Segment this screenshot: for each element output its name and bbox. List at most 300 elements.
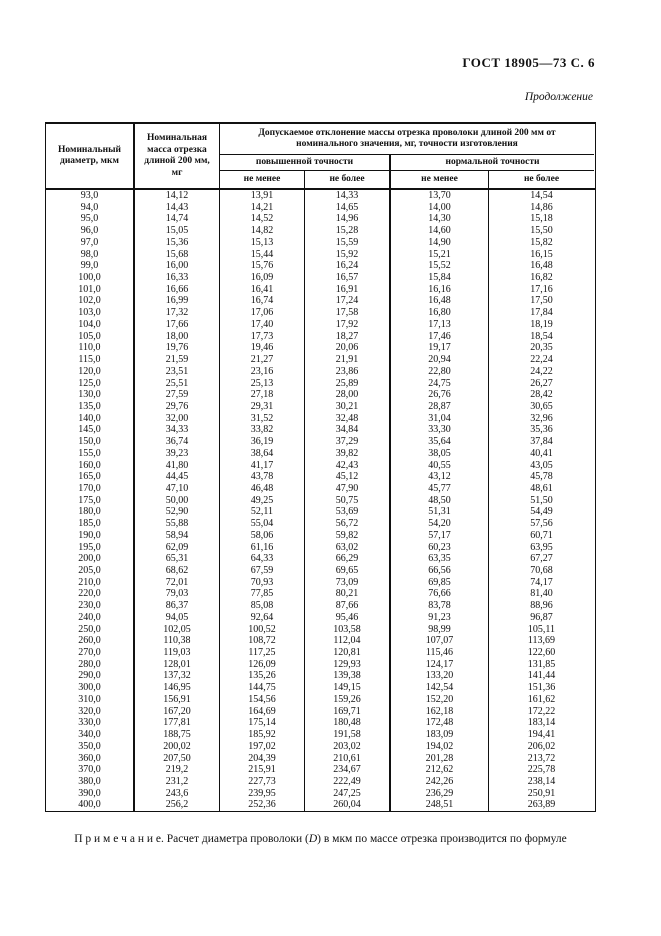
table-cell: 150,0 [46, 436, 135, 448]
table-cell: 32,48 [305, 413, 391, 425]
table-cell: 195,0 [46, 542, 135, 554]
table-cell: 13,70 [391, 190, 489, 202]
table-cell: 139,38 [305, 670, 391, 682]
table-cell: 36,74 [135, 436, 220, 448]
table-cell: 102,05 [135, 624, 220, 636]
table-cell: 14,30 [391, 213, 489, 225]
table-cell: 149,15 [305, 682, 391, 694]
table-cell: 145,0 [46, 424, 135, 436]
table-row [46, 717, 595, 729]
table-cell: 15,92 [305, 249, 391, 261]
table-cell: 16,74 [220, 295, 305, 307]
header-nominal-diameter: Номинальный диаметр, мкм [46, 124, 135, 188]
table-row [46, 706, 595, 718]
table-row [46, 624, 595, 636]
table-row [46, 659, 595, 671]
table-cell: 17,32 [135, 307, 220, 319]
table-cell: 290,0 [46, 670, 135, 682]
table-row [46, 518, 595, 530]
table-cell: 34,84 [305, 424, 391, 436]
table-cell: 310,0 [46, 694, 135, 706]
table-cell: 156,91 [135, 694, 220, 706]
table-row [46, 799, 595, 811]
table-cell: 63,02 [305, 542, 391, 554]
table-row [46, 295, 595, 307]
table-row [46, 401, 595, 413]
table-row [46, 202, 595, 214]
table-cell: 31,52 [220, 413, 305, 425]
table-row [46, 249, 595, 261]
table-cell: 35,36 [530, 424, 553, 436]
table-cell: 19,76 [135, 342, 220, 354]
table-cell: 27,18 [220, 389, 305, 401]
table-cell: 67,27 [530, 553, 553, 565]
table-cell: 96,0 [46, 225, 135, 237]
table-cell: 17,16 [530, 283, 553, 295]
table-cell: 146,95 [135, 682, 220, 694]
table-cell: 98,0 [46, 249, 135, 261]
table-cell: 92,64 [220, 612, 305, 624]
header-nominal-mass: Номинальная масса отрезка длиной 200 мм, мг [135, 124, 220, 188]
table-cell: 16,80 [391, 307, 489, 319]
table-cell: 105,0 [46, 331, 135, 343]
table-cell: 250,91 [527, 787, 556, 799]
table-cell: 197,02 [220, 741, 305, 753]
table-row [46, 284, 595, 296]
table-row [46, 741, 595, 753]
footnote-text-before: Расчет диаметра проволоки ( [163, 833, 309, 845]
table-cell: 62,09 [135, 542, 220, 554]
table-cell: 43,12 [391, 471, 489, 483]
table-cell: 17,84 [530, 307, 553, 319]
table-cell: 115,46 [391, 647, 489, 659]
table-row [46, 272, 595, 284]
table-row [46, 331, 595, 343]
table-cell: 239,95 [220, 788, 305, 800]
table-cell: 59,82 [305, 530, 391, 542]
table-cell: 14,54 [530, 190, 553, 201]
table-cell: 250,0 [46, 624, 135, 636]
table-cell: 37,29 [305, 436, 391, 448]
table-cell: 200,02 [135, 741, 220, 753]
table-cell: 177,81 [135, 717, 220, 729]
table-row [46, 448, 595, 460]
table-cell: 17,66 [135, 319, 220, 331]
table-cell: 113,69 [527, 635, 556, 647]
table-cell: 183,09 [391, 729, 489, 741]
table-cell: 20,06 [305, 342, 391, 354]
footnote-variable: D [308, 833, 318, 845]
table-cell: 14,00 [391, 202, 489, 214]
table-cell: 14,60 [391, 225, 489, 237]
table-cell: 370,0 [46, 764, 135, 776]
table-cell: 37,84 [530, 436, 553, 448]
table-row [46, 366, 595, 378]
table-cell: 17,50 [530, 295, 553, 307]
table-cell: 45,77 [391, 483, 489, 495]
table-cell: 14,21 [220, 202, 305, 214]
table-cell: 50,00 [135, 495, 220, 507]
table-cell: 125,0 [46, 378, 135, 390]
table-cell: 194,02 [391, 741, 489, 753]
table-row [46, 530, 595, 542]
table-cell: 131,85 [527, 658, 556, 670]
table-cell: 101,0 [46, 284, 135, 296]
table-cell: 24,75 [391, 378, 489, 390]
table-cell: 133,20 [391, 670, 489, 682]
table-cell: 23,16 [220, 366, 305, 378]
table-cell: 51,50 [530, 494, 553, 506]
header-high-max: не более [305, 171, 391, 188]
table-cell: 17,06 [220, 307, 305, 319]
table-cell: 220,0 [46, 588, 135, 600]
table-cell: 30,65 [530, 400, 553, 412]
table-cell: 129,93 [305, 659, 391, 671]
table-cell: 15,36 [135, 237, 220, 249]
table-cell: 17,92 [305, 319, 391, 331]
table-cell: 55,88 [135, 518, 220, 530]
table-cell: 104,0 [46, 319, 135, 331]
table-cell: 15,44 [220, 249, 305, 261]
table-cell: 190,0 [46, 530, 135, 542]
table-cell: 230,0 [46, 600, 135, 612]
table-cell: 38,64 [220, 448, 305, 460]
table-row [46, 753, 595, 765]
table-cell: 16,91 [305, 284, 391, 296]
table-cell: 170,0 [46, 483, 135, 495]
table-cell: 15,68 [135, 249, 220, 261]
table-cell: 25,89 [305, 378, 391, 390]
table-cell: 183,14 [527, 717, 556, 729]
table-cell: 91,23 [391, 612, 489, 624]
table-cell: 169,71 [305, 706, 391, 718]
table-cell: 140,0 [46, 413, 135, 425]
table-cell: 240,0 [46, 612, 135, 624]
table-cell: 52,90 [135, 506, 220, 518]
table-cell: 45,12 [305, 471, 391, 483]
table-cell: 210,0 [46, 577, 135, 589]
table-cell: 210,61 [305, 753, 391, 765]
table-cell: 64,33 [220, 553, 305, 565]
table-row [46, 354, 595, 366]
table-cell: 88,96 [530, 600, 553, 612]
table-cell: 44,45 [135, 471, 220, 483]
table-cell: 74,17 [530, 576, 553, 588]
table-cell: 14,43 [135, 202, 220, 214]
table-cell: 97,0 [46, 237, 135, 249]
table-cell: 23,86 [305, 366, 391, 378]
table-cell: 14,65 [305, 202, 391, 214]
table-cell: 330,0 [46, 717, 135, 729]
table-cell: 25,51 [135, 378, 220, 390]
table-cell: 86,37 [135, 600, 220, 612]
table-cell: 270,0 [46, 647, 135, 659]
table-row [46, 670, 595, 682]
table-cell: 17,40 [220, 319, 305, 331]
table-cell: 102,0 [46, 295, 135, 307]
table-row [46, 565, 595, 577]
header-normal-accuracy: нормальной точности [391, 155, 594, 171]
table-cell: 39,82 [305, 448, 391, 460]
table-cell: 56,72 [305, 518, 391, 530]
table-cell: 79,03 [135, 588, 220, 600]
table-cell: 40,41 [530, 447, 553, 459]
table-cell: 204,39 [220, 753, 305, 765]
table-cell: 18,00 [135, 331, 220, 343]
table-cell: 29,76 [135, 401, 220, 413]
table-row [46, 577, 595, 589]
table-cell: 154,56 [220, 694, 305, 706]
table-row [46, 764, 595, 776]
table-cell: 18,54 [530, 330, 553, 342]
table-cell: 180,48 [305, 717, 391, 729]
table-cell: 142,54 [391, 682, 489, 694]
table-row [46, 460, 595, 472]
header-deviation-group [220, 124, 594, 188]
table-cell: 96,87 [530, 611, 553, 623]
table-cell: 108,72 [220, 635, 305, 647]
table-cell: 128,01 [135, 659, 220, 671]
table-cell: 194,41 [527, 729, 556, 741]
table-cell: 33,30 [391, 424, 489, 436]
table-cell: 120,0 [46, 366, 135, 378]
table-cell: 300,0 [46, 682, 135, 694]
table-cell: 320,0 [46, 706, 135, 718]
table-cell: 16,33 [135, 272, 220, 284]
table-cell: 20,94 [391, 354, 489, 366]
table-cell: 16,15 [530, 248, 553, 260]
table-cell: 53,69 [305, 506, 391, 518]
table-cell: 15,05 [135, 225, 220, 237]
table-cell: 47,90 [305, 483, 391, 495]
table-row [46, 495, 595, 507]
table-body [46, 190, 595, 811]
table-cell: 100,52 [220, 624, 305, 636]
table-header [46, 122, 595, 190]
table-row [46, 237, 595, 249]
table-cell: 212,62 [391, 764, 489, 776]
table-row [46, 342, 595, 354]
table-cell: 70,68 [530, 565, 553, 576]
table-cell: 94,05 [135, 612, 220, 624]
table-cell: 41,17 [220, 460, 305, 472]
table-cell: 263,89 [527, 799, 556, 811]
table-cell: 247,25 [305, 788, 391, 800]
table-cell: 57,56 [530, 518, 553, 530]
table-cell: 58,94 [135, 530, 220, 542]
table-cell: 22,24 [530, 354, 553, 366]
table-cell: 55,04 [220, 518, 305, 530]
table-cell: 400,0 [46, 799, 135, 811]
table-cell: 105,11 [527, 623, 556, 635]
table-cell: 23,51 [135, 366, 220, 378]
table-cell: 112,04 [305, 635, 391, 647]
header-high-min: не менее [220, 171, 305, 188]
table-cell: 191,58 [305, 729, 391, 741]
table-cell: 33,82 [220, 424, 305, 436]
table-cell: 130,0 [46, 389, 135, 401]
table-cell: 14,12 [135, 190, 220, 202]
table-cell: 17,46 [391, 331, 489, 343]
table-cell: 16,48 [530, 260, 553, 272]
table-cell: 16,24 [305, 260, 391, 272]
table-cell: 19,17 [391, 342, 489, 354]
table-cell: 172,22 [527, 705, 556, 717]
tolerance-table [45, 122, 596, 812]
table-cell: 205,0 [46, 565, 135, 577]
table-row [46, 483, 595, 495]
table-cell: 14,82 [220, 225, 305, 237]
table-cell: 66,56 [391, 565, 489, 577]
table-cell: 24,22 [530, 365, 553, 377]
table-cell: 119,03 [135, 647, 220, 659]
table-cell: 43,05 [530, 459, 553, 471]
header-accuracy-groups [220, 155, 594, 171]
table-cell: 225,78 [527, 764, 556, 776]
table-cell: 43,78 [220, 471, 305, 483]
table-row [46, 588, 595, 600]
table-cell: 203,02 [305, 741, 391, 753]
table-cell: 73,09 [305, 577, 391, 589]
table-cell: 231,2 [135, 776, 220, 788]
table-cell: 26,76 [391, 389, 489, 401]
table-cell: 60,71 [530, 529, 553, 541]
table-cell: 15,13 [220, 237, 305, 249]
table-cell: 52,11 [220, 506, 305, 518]
table-cell: 40,55 [391, 460, 489, 472]
table-cell: 46,48 [220, 483, 305, 495]
table-cell: 15,84 [391, 272, 489, 284]
table-cell: 50,75 [305, 495, 391, 507]
table-cell: 165,0 [46, 471, 135, 483]
table-row [46, 635, 595, 647]
table-row [46, 729, 595, 741]
table-cell: 340,0 [46, 729, 135, 741]
table-row [46, 260, 595, 272]
table-cell: 77,85 [220, 588, 305, 600]
table-cell: 124,17 [391, 659, 489, 671]
table-cell: 36,19 [220, 436, 305, 448]
header-normal-max: не более [523, 173, 560, 184]
table-cell: 236,29 [391, 788, 489, 800]
table-cell: 390,0 [46, 788, 135, 800]
table-cell: 66,29 [305, 553, 391, 565]
table-cell: 160,0 [46, 460, 135, 472]
table-cell: 238,14 [527, 775, 556, 787]
table-cell: 243,6 [135, 788, 220, 800]
table-cell: 21,91 [305, 354, 391, 366]
table-cell: 39,23 [135, 448, 220, 460]
table-cell: 137,32 [135, 670, 220, 682]
table-cell: 72,01 [135, 577, 220, 589]
table-cell: 256,2 [135, 799, 220, 811]
table-cell: 14,52 [220, 213, 305, 225]
table-cell: 42,43 [305, 460, 391, 472]
table-cell: 21,59 [135, 354, 220, 366]
table-cell: 162,18 [391, 706, 489, 718]
table-cell: 15,82 [530, 236, 553, 248]
table-cell: 126,09 [220, 659, 305, 671]
table-cell: 215,91 [220, 764, 305, 776]
table-cell: 350,0 [46, 741, 135, 753]
table-cell: 80,21 [305, 588, 391, 600]
table-cell: 35,64 [391, 436, 489, 448]
table-cell: 110,0 [46, 342, 135, 354]
table-cell: 54,49 [530, 506, 553, 518]
table-cell: 117,25 [220, 647, 305, 659]
table-cell: 34,33 [135, 424, 220, 436]
table-cell: 185,92 [220, 729, 305, 741]
table-row [46, 389, 595, 401]
table-row [46, 776, 595, 788]
table-cell: 103,58 [305, 624, 391, 636]
table-cell: 93,0 [46, 190, 135, 202]
table-cell: 22,80 [391, 366, 489, 378]
table-cell: 155,0 [46, 448, 135, 460]
table-cell: 32,00 [135, 413, 220, 425]
table-cell: 17,58 [305, 307, 391, 319]
table-cell: 16,09 [220, 272, 305, 284]
table-cell: 19,46 [220, 342, 305, 354]
table-cell: 14,90 [391, 237, 489, 249]
table-row [46, 436, 595, 448]
table-cell: 94,0 [46, 202, 135, 214]
table-cell: 26,27 [530, 377, 553, 389]
table-cell: 15,28 [305, 225, 391, 237]
table-cell: 201,28 [391, 753, 489, 765]
table-cell: 103,0 [46, 307, 135, 319]
table-cell: 242,26 [391, 776, 489, 788]
table-cell: 260,04 [305, 799, 391, 811]
footnote-text-after: ) в мкм по массе отрезка производится по формуле [317, 833, 567, 845]
table-cell: 70,93 [220, 577, 305, 589]
table-cell: 63,35 [391, 553, 489, 565]
table-cell: 67,59 [220, 565, 305, 577]
table-cell: 107,07 [391, 635, 489, 647]
table-cell: 14,33 [305, 190, 391, 202]
table-cell: 175,0 [46, 495, 135, 507]
table-cell: 48,61 [530, 482, 553, 494]
table-cell: 135,26 [220, 670, 305, 682]
table-row [46, 424, 595, 436]
header-minmax-row [220, 171, 594, 188]
table-cell: 219,2 [135, 764, 220, 776]
footnote-label: П р и м е ч а н и е. [74, 833, 164, 845]
table-cell: 122,60 [527, 647, 556, 659]
table-cell: 38,05 [391, 448, 489, 460]
table-cell: 206,02 [527, 740, 556, 752]
table-cell: 161,62 [527, 693, 556, 705]
document-reference: ГОСТ 18905—73 С. 6 [462, 55, 595, 70]
table-cell: 28,87 [391, 401, 489, 413]
table-cell: 207,50 [135, 753, 220, 765]
table-cell: 47,10 [135, 483, 220, 495]
table-cell: 14,74 [135, 213, 220, 225]
table-cell: 65,31 [135, 553, 220, 565]
table-cell: 68,62 [135, 565, 220, 577]
table-row [46, 378, 595, 390]
table-row [46, 413, 595, 425]
table-row [46, 471, 595, 483]
table-cell: 360,0 [46, 753, 135, 765]
table-cell: 260,0 [46, 635, 135, 647]
table-cell: 16,99 [135, 295, 220, 307]
table-cell: 200,0 [46, 553, 135, 565]
table-cell: 227,73 [220, 776, 305, 788]
table-cell: 15,50 [530, 225, 553, 237]
table-cell: 81,40 [530, 588, 553, 600]
table-cell: 87,66 [305, 600, 391, 612]
